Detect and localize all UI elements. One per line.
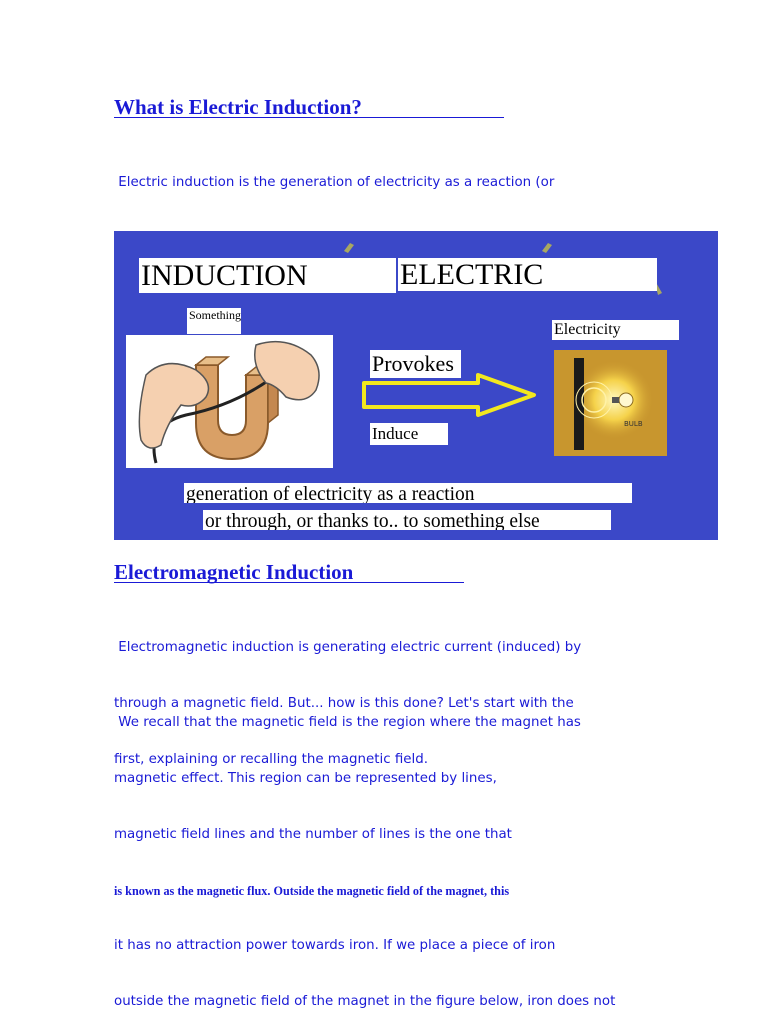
section2-p2-bold-line: is known as the magnetic flux. Outside the magnetic field of the magnet, this [114,883,510,898]
section2-heading: Electromagnetic Induction [114,560,354,584]
section2-p2-line: it has no attraction power towards iron. If we place a piece of iron [114,938,556,954]
section1-heading-underline [114,117,504,118]
hands-magnet-image [126,335,333,468]
provokes-label: Provokes [370,350,461,378]
light-bulb-icon [554,350,667,456]
hands-with-u-magnet-icon [126,335,333,468]
bulb-text: BULB [624,420,643,428]
induce-label: Induce [370,423,448,445]
electricity-label: Electricity [552,320,679,340]
section1-line: Electric induction is the generation of electricity as a reaction (or [114,175,555,191]
title-electric-label: ELECTRIC [398,258,657,291]
section1-heading: What is Electric Induction? [114,95,362,119]
section2-heading-underline [114,582,464,583]
caption-line-1: generation of electricity as a reaction [184,483,632,503]
section2-p2-line: outside the magnetic field of the magnet in the figure below, iron does not [114,994,616,1010]
section2-p2-line: magnetic effect. This region can be represented by lines, [114,770,497,786]
section2-p1-line: Electromagnetic induction is generating electric current (induced) by [114,640,582,656]
section2-p1-line: first, explaining or recalling the magnetic field. [114,751,429,767]
caption-line-2: or through, or thanks to.. to something else [203,510,611,530]
section2-p1-line: through a magnetic field. But... how is this done? Let's start with the [114,695,574,711]
right-arrow-icon [360,371,540,419]
bulb-image [554,350,667,456]
section2-p2-line: We recall that the magnetic field is the region where the magnet has [114,715,581,731]
section2-p2-line: magnetic field lines and the number of lines is the one that [114,826,512,842]
title-induction-label: INDUCTION [139,258,396,293]
section2-paragraph-2 [114,677,615,1030]
induction-diagram [114,231,718,540]
something-label: Something [187,308,241,334]
